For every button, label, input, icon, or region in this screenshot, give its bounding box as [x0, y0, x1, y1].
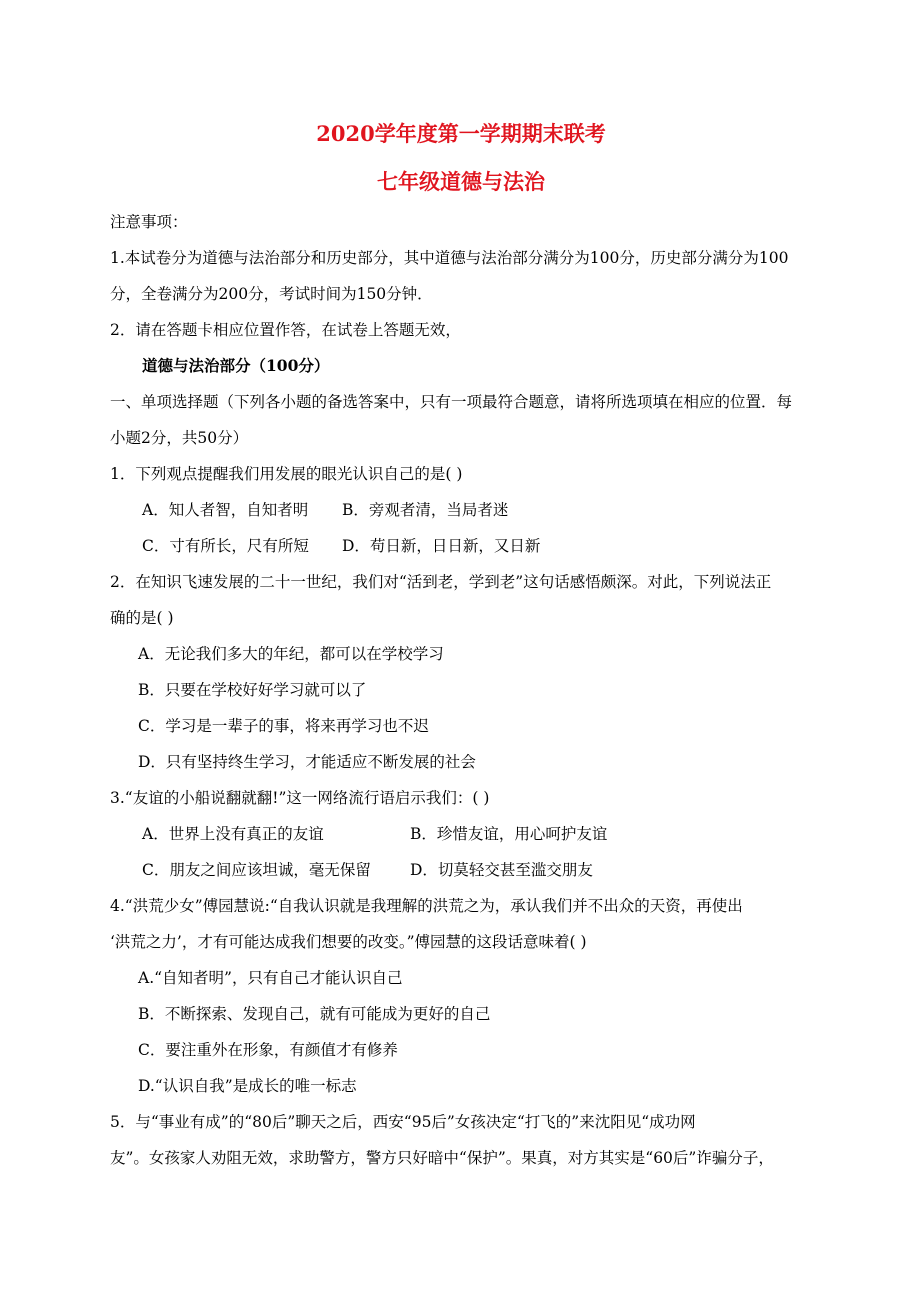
- option-d: D．只有坚持终生学习，才能适应不断发展的社会: [138, 753, 476, 771]
- question-stem: 4.“洪荒少女”傅园慧说:“自我认识就是我理解的洪荒之为，承认我们并不出众的天资，再使出: [110, 897, 743, 915]
- option-row: [110, 492, 812, 528]
- question-stem: 确的是( ): [110, 609, 174, 627]
- option-b: B．旁观者清，当局者迷: [342, 501, 509, 519]
- question-2: [110, 564, 812, 780]
- option-d: D．切莫轻交甚至滥交朋友: [410, 861, 593, 879]
- question-stem: 1．下列观点提醒我们用发展的眼光认识自己的是( ): [110, 465, 463, 483]
- option-a: A．无论我们多大的年纪，都可以在学校学习: [138, 645, 444, 663]
- option-row: [110, 852, 812, 888]
- question-stem: 3.“友谊的小船说翻就翻!”这一网络流行语启示我们：( ): [110, 789, 490, 807]
- option-d: D．苟日新，日日新，又日新: [342, 537, 541, 555]
- question-stem: 友”。女孩家人劝阻无效，求助警方，警方只好暗中“保护”。果真，对方其实是“60后”诈骗分子，: [110, 1149, 774, 1167]
- option-a: A．知人者智，自知者明: [142, 501, 309, 519]
- notice-label: 注意事项：: [110, 213, 188, 231]
- option-a: A．世界上没有真正的友谊: [142, 825, 324, 843]
- question-3: [110, 780, 812, 888]
- section-heading: 道德与法治部分（100分）: [142, 356, 330, 375]
- option-c: C．朋友之间应该坦诚，毫无保留: [142, 861, 371, 879]
- option-b: B．不断探索、发现自己，就有可能成为更好的自己: [138, 1005, 491, 1023]
- option-row: [110, 816, 812, 852]
- option-d: D.“认识自我”是成长的唯一标志: [138, 1077, 357, 1095]
- exam-subject: 七年级道德与法治: [377, 169, 545, 194]
- question-stem: 5．与“事业有成”的“80后”聊天之后，西安“95后”女孩决定“打飞的”来沈阳见“成功网: [110, 1113, 696, 1131]
- part1-instructions-line-2: 小题2分，共50分）: [110, 429, 249, 447]
- notice-block: [110, 204, 812, 348]
- question-stem: ‘洪荒之力’，才有可能达成我们想要的改变。”傅园慧的这段话意味着( ): [110, 933, 587, 951]
- option-a: A.“自知者明”，只有自己才能认识自己: [138, 969, 403, 987]
- question-1: [110, 456, 812, 564]
- option-row: [110, 528, 812, 564]
- option-b: B．珍惜友谊，用心呵护友谊: [410, 825, 608, 843]
- question-4: [110, 888, 812, 1104]
- notice-item-1-line-1: 1.本试卷分为道德与法治部分和历史部分，其中道德与法治部分满分为100分，历史部分满分为100: [110, 249, 789, 267]
- notice-item-2: 2．请在答题卡相应位置作答，在试卷上答题无效，: [110, 321, 461, 339]
- question-5: [110, 1104, 812, 1176]
- exam-title: 2020学年度第一学期期末联考: [316, 121, 606, 146]
- question-stem: 2．在知识飞速发展的二十一世纪，我们对“活到老，学到老”这句话感悟颇深。对此，下列说法正: [110, 573, 772, 591]
- option-b: B．只要在学校好好学习就可以了: [138, 681, 367, 699]
- part1-instructions-line-1: 一、单项选择题（下列各小题的备选答案中，只有一项最符合题意，请将所选项填在相应的位置．每: [110, 393, 793, 411]
- notice-item-1-line-2: 分，全卷满分为200分，考试时间为150分钟．: [110, 285, 433, 303]
- option-c: C．学习是一辈子的事，将来再学习也不迟: [138, 717, 429, 735]
- option-c: C．寸有所长，尺有所短: [142, 537, 309, 555]
- option-c: C．要注重外在形象，有颜值才有修养: [138, 1041, 398, 1059]
